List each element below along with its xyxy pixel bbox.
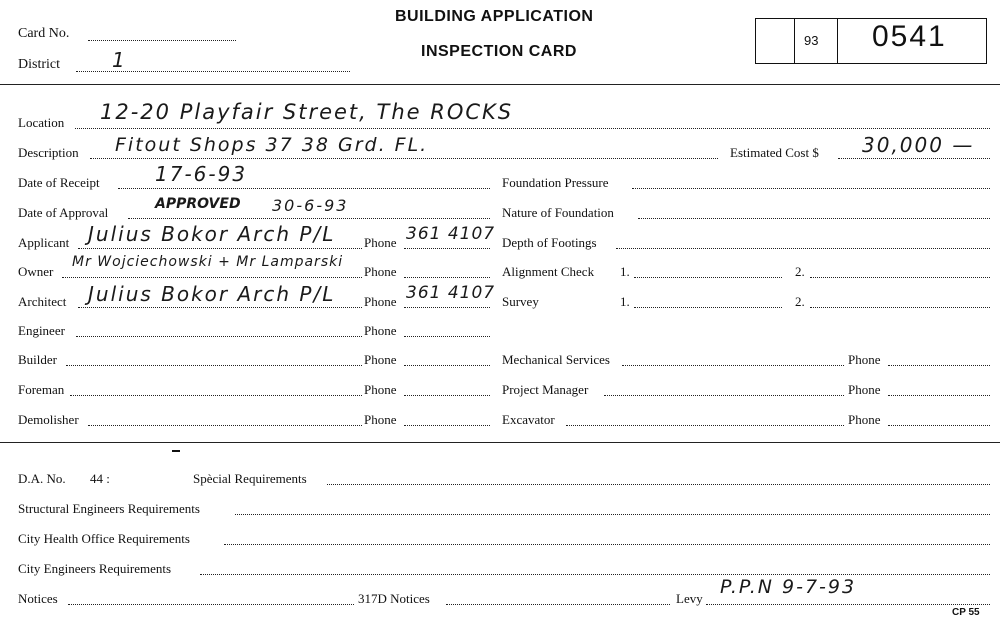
health-line [224,544,990,545]
notices-317d-line [446,604,670,605]
mechanical-phone-label: Phone [848,352,881,367]
date-approval-stamp: APPROVED [155,196,241,212]
nature-foundation-line [638,218,990,219]
estimated-cost-label: Estimated Cost $ [730,145,819,160]
excavator-phone-label: Phone [848,412,881,427]
box-number: 0541 [872,20,947,53]
special-req-label: Spècial Requirements [193,471,307,486]
alignment-num1: 1. [620,264,630,279]
mechanical-label: Mechanical Services [502,352,610,367]
date-receipt-label: Date of Receipt [18,175,100,190]
alignment-line1 [634,277,782,278]
alignment-line2 [810,277,990,278]
survey-line2 [810,307,990,308]
survey-label: Survey [502,294,539,309]
card-number-box [755,18,987,64]
structural-line [235,514,990,515]
location-label: Location [18,115,65,130]
foreman-phone-label: Phone [364,382,397,397]
location-line [75,128,990,129]
demolisher-phone-label: Phone [364,412,397,427]
project-manager-label: Project Manager [502,382,589,397]
date-approval-line [128,218,490,219]
estimated-cost-value: 30,000 — [862,133,975,157]
description-line [90,158,718,159]
architect-phone-line [404,307,490,308]
levy-label: Levy [676,591,703,606]
card-no-label: Card No. [18,26,70,41]
survey-num1: 1. [620,294,630,309]
excavator-phone-line [888,425,990,426]
engineer-line [76,336,362,337]
pencil-mark [172,450,180,452]
date-receipt-line [118,188,490,189]
notices-label: Notices [18,591,58,606]
owner-phone-line [404,277,490,278]
builder-label: Builder [18,352,57,367]
project-manager-phone-line [888,395,990,396]
demolisher-line [88,425,362,426]
header-rule [0,84,1000,85]
box-divider-2 [837,18,838,64]
builder-phone-line [404,365,490,366]
mechanical-line [622,365,844,366]
location-value: 12-20 Playfair Street, The ROCKS [100,100,514,124]
title-line1: BUILDING APPLICATION [395,8,594,25]
architect-label: Architect [18,294,67,309]
foundation-pressure-label: Foundation Pressure [502,175,609,190]
foreman-line [70,395,362,396]
foreman-phone-line [404,395,490,396]
demolisher-phone-line [404,425,490,426]
engineer-label: Engineer [18,323,65,338]
applicant-phone-line [404,248,490,249]
project-manager-line [604,395,844,396]
district-label: District [18,57,60,72]
architect-phone-label: Phone [364,294,397,309]
special-req-line [327,484,990,485]
architect-line [78,307,362,308]
box-divider-1 [794,18,795,64]
foundation-pressure-line [632,188,990,189]
excavator-line [566,425,844,426]
applicant-phone-label: Phone [364,235,397,250]
owner-phone-label: Phone [364,264,397,279]
structural-label: Structural Engineers Requirements [18,501,200,516]
district-value: 1 [112,48,127,72]
description-value: Fitout Shops 37 38 Grd. FL. [115,134,429,156]
nature-foundation-label: Nature of Foundation [502,205,614,220]
date-approval-label: Date of Approval [18,205,109,220]
levy-line [706,604,990,605]
depth-footings-line [616,248,990,249]
form-code: CP 55 [952,607,980,618]
notices-317d-label: 317D Notices [358,591,430,606]
architect-phone-value: 361 4107 [406,283,496,303]
health-label: City Health Office Requirements [18,531,190,546]
applicant-label: Applicant [18,235,70,250]
city-engineers-line [200,574,990,575]
alignment-check-label: Alignment Check [502,264,595,279]
engineer-phone-line [404,336,490,337]
city-engineers-label: City Engineers Requirements [18,561,172,576]
depth-footings-label: Depth of Footings [502,235,597,250]
owner-label: Owner [18,264,54,279]
description-label: Description [18,145,79,160]
owner-value: Mr Wojciechowski + Mr Lamparski [72,254,344,270]
survey-num2: 2. [795,294,805,309]
architect-value: Julius Bokor Arch P/L [88,282,336,306]
applicant-value: Julius Bokor Arch P/L [88,222,336,246]
demolisher-label: Demolisher [18,412,79,427]
excavator-label: Excavator [502,412,555,427]
builder-line [66,365,362,366]
card-no-line [88,40,236,41]
engineer-phone-label: Phone [364,323,397,338]
levy-value: P.P.N 9-7-93 [720,576,857,598]
alignment-num2: 2. [795,264,805,279]
date-approval-value: 30-6-93 [272,196,349,215]
project-manager-phone-label: Phone [848,382,881,397]
applicant-line [78,248,362,249]
da-value: 44 : [90,471,110,486]
owner-line [62,277,362,278]
applicant-phone-value: 361 4107 [406,224,496,244]
foreman-label: Foreman [18,382,65,397]
date-receipt-value: 17-6-93 [155,162,248,186]
mechanical-phone-line [888,365,990,366]
builder-phone-label: Phone [364,352,397,367]
da-label: D.A. No. [18,471,66,486]
box-prefix: 93 [804,33,819,48]
estimated-cost-line [838,158,990,159]
lower-rule [0,442,1000,443]
title-line2: INSPECTION CARD [421,43,577,60]
survey-line1 [634,307,782,308]
notices-line [68,604,354,605]
